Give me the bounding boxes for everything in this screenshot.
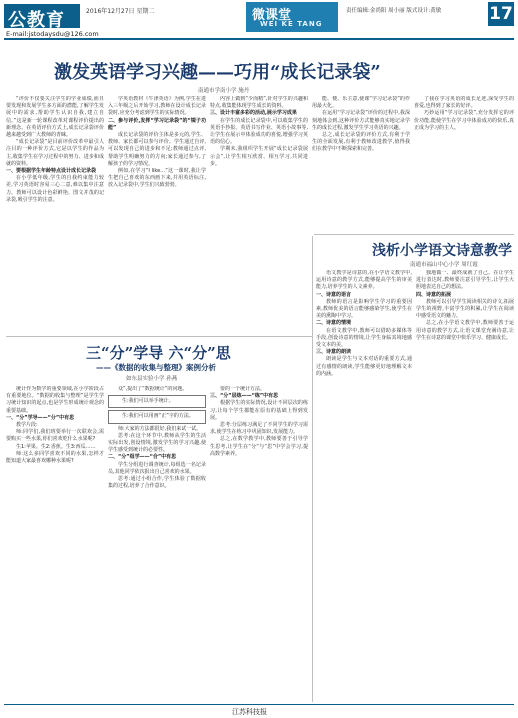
article-a-paragraph: 例如,在学习“I like…”这一课时,我让学生把自己喜欢的东西画下来,并用英语标注,放入记录袋中,学生们兴致勃勃。 <box>108 168 206 189</box>
article-b-paragraph: 要的一个统计方法。 <box>220 386 266 392</box>
page-number: 17 <box>489 4 513 24</box>
article-a-paragraph: 学英语教材《牛津英语》为例,学生在进入三年级之后开始学习,教师在设计成长记录袋时,应充分考虑到学生的实际情况。 <box>108 96 206 117</box>
article-c-column-2 <box>416 270 514 702</box>
article-a-paragraph: 内容上做到“少而精”,针对学生的兴趣和特点,收集能体现学生成长的资料。 <box>210 96 308 110</box>
article-c-subhead: 三、诗意的朗读 <box>316 349 352 356</box>
article-b-paragraph: 思考:分层练习满足了不同学生的学习需求,使学生在练习中巩固知识,发展能力。 <box>210 422 308 436</box>
article-a-paragraph: 在小学低年级,学生的自我约束能力较差,学习英语时容易三心二意,难以集中注意力。教师可以设计色彩鲜艳、图文并茂的记录袋,吸引学生的注意。 <box>6 175 104 203</box>
article-a-paragraph: 在运用“学习记录袋”评价的过程中,我深刻地体会到,这种评价方式能够真实地记录学生的成长过程,激发学生学习英语的兴趣。 <box>312 110 410 131</box>
article-c-paragraph: 总之,在小学语文教学中,教师要善于运用诗意的教学方式,让语文课堂充满诗意,让学生在诗意的课堂中快乐学习、健康成长。 <box>416 320 514 341</box>
article-a-column-4 <box>312 96 410 232</box>
article-b-paragraph: 师:这么多同学喜欢不同的水果,怎样才能知道大家最喜欢哪种水果呢? <box>6 450 104 465</box>
article-c-paragraph: 语文教学是诗意的,在小学语文教学中,运用诗意的教学方式,能够提高学生的审美能力,培养学生的人文素养。 <box>316 270 412 291</box>
section-divider <box>314 234 514 235</box>
article-a-headline: 激发英语学习兴趣——巧用“成长记录袋” <box>54 62 381 83</box>
contact-email: E-mail:jstodaysdu@126.com <box>6 30 99 38</box>
article-c-subhead: 四、诗意的拓展 <box>416 291 452 298</box>
article-b-paragraph: 生1:苹果。生2:香蕉。生3:西瓜…… <box>16 443 96 450</box>
article-a-paragraph: 了我在学习英语的成长足迹,深受学生的喜爱,也得到了家长的好评。 <box>414 96 514 110</box>
article-b-paragraph: 师:大家的方法都很好,我们来试一试。 <box>118 425 202 432</box>
article-b-subhead: 三、“分”层练——“练”中有思 <box>210 393 279 400</box>
article-c-paragraph: 在语文教学中,教师可以借助多媒体等手段,创设诗意的情境,让学生身临其境地感受文本的美。 <box>316 327 412 349</box>
article-c-paragraph: 朗读是学生与文本对话的重要方式,通过有感情的朗读,学生能够更好地理解文本的内涵。 <box>316 356 412 377</box>
article-a-paragraph: 在学生的成长记录袋中,可以收集学生的英语手抄报、英语书写作业、英语小故事等,让学生在展示中体验成功的喜悦,增强学习英语的信心。 <box>210 117 308 146</box>
article-c-column-1 <box>316 270 412 702</box>
article-a-column-3 <box>210 96 308 334</box>
article-a-paragraph: “评价不仅要关注学生的学业成绩,而且要发现和发展学生多方面的潜能,了解学生发展中的需求,帮助学生认识自我,建立自信。”这是新一轮课程改革对课程评价提出的新理念。在英语评价方式上,成长记录袋评价越来越受到广大教师的青睐。 <box>6 96 104 139</box>
article-a-column-2 <box>108 96 206 334</box>
column-divider <box>312 236 313 702</box>
article-b-paragraph: 总之,在数学教学中,教师要善于引导学生思考,让学生在“分”与“思”中学会学习,提高数学素养。 <box>210 436 308 457</box>
section-divider <box>6 336 312 337</box>
article-c-subhead: 一、诗意的语言 <box>316 291 352 298</box>
article-a-column-5 <box>414 96 514 232</box>
article-b-paragraph: 思考:在这个环节中,教师从学生的生活实际出发,创设情境,激发学生的学习兴趣,使学生感受到统计的必要性。 <box>108 432 206 454</box>
article-b-column-3 <box>210 386 308 702</box>
masthead-rule <box>4 38 514 40</box>
editor-credits: 责任编辑:金尚阳 周小丽 版式设计:黄敏 <box>346 8 442 14</box>
logo-text: 公教育 <box>8 10 65 31</box>
article-b-subtitle: ——《数据的收集与整理》案例分析 <box>96 363 216 372</box>
article-a-column-1 <box>6 96 104 334</box>
article-a-subhead: 二、参与评价,发挥“学习记录袋”的“镜子功能” <box>108 117 206 131</box>
article-a-paragraph: 成长记录袋的评价主体是多元的,学生、教师、家长都可以参与评价。学生通过自评,可以发现自己的进步和不足;教师通过点评,帮助学生明确努力的方向;家长通过参与,了解孩子的学习情况。 <box>108 132 206 167</box>
article-b-paragraph: 学生分组进行调查统计,每组选一名记录员,其他同学依次报出自己喜欢的水果。 <box>108 461 206 475</box>
article-a-paragraph: “成长记录袋”是目前评价改革中最引人注目的一种评价方式,它是以学生的作品为主,收集学生在学习过程中的努力、进步和成就的资料。 <box>6 139 104 167</box>
article-a-paragraph: 总之,成长记录袋的评价方式,有利于学生的全面发展,有利于教师改进教学,值得我们在教学中不断探索和完善。 <box>312 132 410 153</box>
article-c-paragraph: 教师可以引导学生阅读相关的诗文,拓展学生的视野,丰富学生的积累,让学生在阅读中感受语文的魅力。 <box>416 298 514 320</box>
article-b-byline: 如东县实验小学 孙燕 <box>126 376 178 382</box>
article-a-paragraph: 学期末,我组织学生开展“成长记录袋展示会”,让学生相互欣赏、相互学习,共同进步。 <box>210 146 308 167</box>
column-title-en: WEI KE TANG <box>260 20 323 28</box>
article-a-subhead: 三、设计丰富多彩的活动,展示学习成果 <box>210 110 297 117</box>
article-b-headline: 三“分”学导 六“分”思 <box>86 344 231 362</box>
newspaper-logo <box>4 4 80 31</box>
article-a-paragraph: 能、便、乐主意,使课“学习记录袋”的作用最大化。 <box>312 96 410 110</box>
article-a-subhead: 一、要根据学生年龄特点设计成长记录袋 <box>6 168 97 175</box>
footer-rule <box>4 704 514 705</box>
article-a-paragraph: 巧妙运用“学习记录袋”,充分发挥它的评价功能,能使学生在学习中体验成功的快乐,真正成为学习的主人。 <box>414 110 514 131</box>
issue-date: 2016年12月27日 星期二 <box>86 8 155 15</box>
column-banner <box>246 2 338 32</box>
article-b-column-1 <box>6 386 104 702</box>
article-b-quote: 生:我们可以用画“正”字的方法。 <box>108 410 206 423</box>
article-c-byline: 南通市福山中心小学 周红霞 <box>410 262 478 268</box>
article-a-byline: 南通市学南小学 施丹 <box>198 88 250 94</box>
article-b-paragraph: 统计作为数学的重要领域,在小学阶段占有重要地位。“数据的收集与整理”是学生学习统计知识的起点,也是学生形成统计观念的重要基础。 <box>6 386 104 414</box>
article-b-subhead: 二、“分”组学——“合”中有思 <box>108 454 177 461</box>
article-c-paragraph: 教师的语言是影响学生学习的重要因素,教师优美的语言能够感染学生,使学生在美的熏陶中学习。 <box>316 298 412 320</box>
article-b-paragraph: 师:同学们,我们班要举行一次联欢会,需要购买一些水果,你们喜欢吃什么水果呢? <box>6 429 104 443</box>
article-b-paragraph: 根据学生的实际情况,设计不同层次的练习,让每个学生都能在原有的基础上得到发展。 <box>210 400 308 421</box>
article-b-subhead: 一、“分”学导——“分”中有思 <box>6 414 75 421</box>
article-c-subhead: 二、诗意的情境 <box>316 320 352 327</box>
article-c-headline: 浅析小学语文诗意教学 <box>372 243 512 259</box>
article-c-paragraph: 独地做一、最终成就了自己。在让学生进行表达时,教师要注意引导学生,让学生大胆地表达自己的想法。 <box>416 270 514 291</box>
article-b-quote: 生:我们可以举手统计。 <box>108 395 206 408</box>
article-b-column-2 <box>108 386 206 702</box>
column-title: 微课堂 <box>252 8 292 23</box>
masthead <box>0 0 518 40</box>
article-b-paragraph: 教学片段: <box>16 422 38 429</box>
article-b-paragraph: 众”,提出了“数据统计”的问题。 <box>118 386 188 392</box>
article-b-paragraph: 思考:通过小组合作,学生体验了数据收集的过程,培养了合作意识。 <box>108 476 206 490</box>
footer-publisher: 江苏科技报 <box>232 708 267 716</box>
